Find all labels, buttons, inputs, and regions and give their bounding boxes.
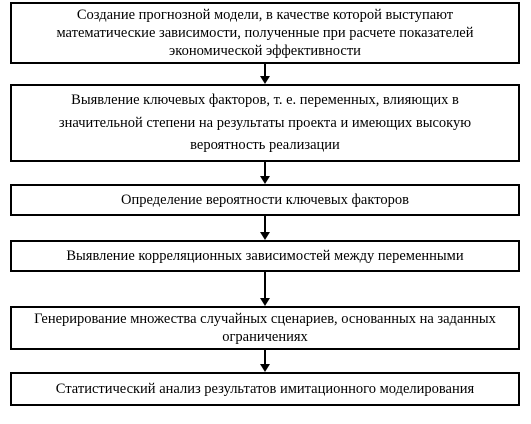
flow-step-2-text: [59, 89, 471, 156]
flow-step-3-text: [121, 191, 409, 209]
flow-step-3-box: [10, 184, 520, 216]
flow-step-2-line-1: Выявление ключевых факторов, т. е. переменных, влияющих в: [71, 92, 459, 109]
flow-step-1-line-3: экономической эффективности: [169, 43, 361, 60]
flow-step-5-box: [10, 306, 520, 350]
flow-arrowhead-2: [260, 176, 270, 184]
flow-step-2-line-2: значительной степени на результаты проекта и имеющих высокую: [58, 114, 472, 131]
flow-connector-3: [264, 216, 266, 232]
flow-step-4-line-1: Выявление корреляционных зависимостей между переменными: [66, 247, 464, 264]
flow-connector-5: [264, 350, 266, 364]
flow-step-1-line-2: математические зависимости, полученные при расчете показателей: [56, 24, 474, 41]
flow-step-5-line-1: Генерирование множества случайных сценариев, основанных на заданных: [34, 310, 496, 327]
flow-connector-1: [264, 64, 266, 76]
flow-step-1-line-1: Создание прогнозной модели, в качестве которой выступают: [76, 6, 454, 23]
flow-arrowhead-5: [260, 364, 270, 372]
flow-step-5-line-2: ограничениях: [222, 329, 308, 345]
flow-arrowhead-1: [260, 76, 270, 84]
flow-step-6-box: [10, 372, 520, 406]
flow-step-6-line-1: Статистический анализ результатов имитационного моделирования: [55, 380, 475, 397]
flow-step-1-box: [10, 2, 520, 64]
flow-step-2-line-3: вероятность реализации: [190, 137, 340, 154]
flow-step-4-text: [66, 247, 463, 265]
flow-step-4-box: [10, 240, 520, 272]
flow-connector-2: [264, 162, 266, 176]
flow-arrowhead-3: [260, 232, 270, 240]
flow-arrowhead-4: [260, 298, 270, 306]
flow-step-6-text: [56, 380, 474, 398]
flow-step-2-box: [10, 84, 520, 162]
flow-step-3-line-1: Определение вероятности ключевых факторов: [121, 191, 409, 208]
flow-connector-4: [264, 272, 266, 298]
flow-step-5-text: [34, 310, 496, 346]
flow-step-1-text: [56, 6, 473, 60]
